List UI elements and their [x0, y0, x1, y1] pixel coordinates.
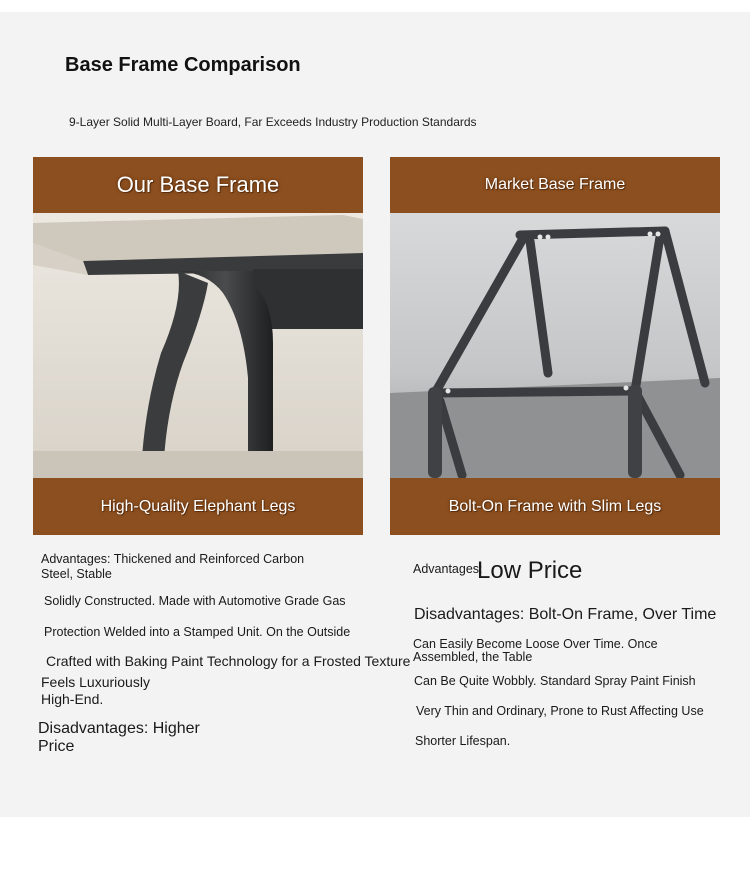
- card-footer-label: High-Quality Elephant Legs: [100, 497, 296, 515]
- page-subtitle: 9-Layer Solid Multi-Layer Board, Far Exceeds Industry Production Standards: [69, 115, 477, 129]
- card-footer-label: Bolt-On Frame with Slim Legs: [448, 497, 662, 515]
- card-header-label: Market Base Frame: [484, 176, 626, 193]
- right-advantages-value: Low Price: [477, 557, 583, 584]
- right-disadvantages: Disadvantages: Bolt-On Frame, Over Time: [414, 606, 717, 623]
- left-advantages-line2: Steel, Stable: [41, 567, 112, 581]
- card-header-band: [33, 157, 363, 213]
- right-description-line: Very Thin and Ordinary, Prone to Rust Affecting Use: [416, 704, 704, 718]
- card-footer-band: [33, 478, 363, 535]
- market-base-frame-card: [390, 157, 720, 535]
- left-advantages-line1: Advantages: Thickened and Reinforced Carbon: [41, 552, 305, 566]
- left-description-line: High-End.: [41, 691, 104, 707]
- card-footer-band: [390, 478, 720, 535]
- table-elephant-leg-photo: [33, 213, 363, 478]
- left-disadvantages-line1: Disadvantages: Higher: [38, 720, 200, 737]
- page-title: Base Frame Comparison: [65, 54, 301, 76]
- left-description-line: Protection Welded into a Stamped Unit. On the Outside: [44, 625, 351, 639]
- right-description-line: Can Be Quite Wobbly. Standard Spray Paint Finish: [414, 674, 696, 688]
- left-description-line: Solidly Constructed. Made with Automotive Grade Gas: [44, 594, 346, 608]
- bolt-on-frame-photo: [390, 213, 720, 478]
- card-header-band: [390, 157, 720, 213]
- right-advantages-label: Advantages:: [413, 562, 483, 576]
- left-disadvantages-line2: Price: [38, 738, 75, 755]
- right-description-line: Assembled, the Table: [413, 650, 533, 664]
- our-base-frame-card: [33, 157, 363, 535]
- comparison-page: [0, 12, 750, 817]
- left-description-line: Crafted with Baking Paint Technology for a Frosted Texture: [46, 653, 411, 669]
- card-header-label: Our Base Frame: [116, 172, 280, 197]
- left-description-line: Feels Luxuriously: [41, 674, 150, 690]
- right-description-line: Shorter Lifespan.: [415, 734, 511, 748]
- right-description-line: Can Easily Become Loose Over Time. Once: [413, 637, 658, 651]
